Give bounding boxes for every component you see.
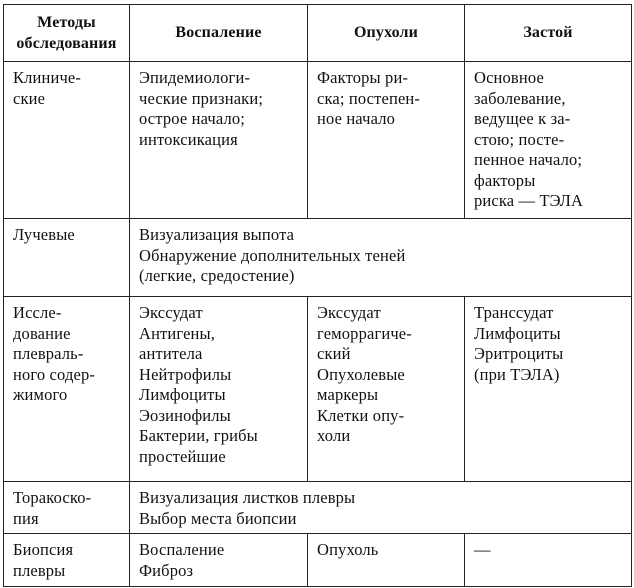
cell-congestion: Основное заболевание, ведущее к за- стою; посте- пенное начало; факторы риска — ТЭЛА	[465, 62, 632, 219]
cell-method: Биопсия плевры	[4, 534, 130, 587]
cell-inflammation: Экссудат Антигены, антитела Нейтрофилы Лимфоциты Эозинофилы Бактерии, грибы простейшие	[130, 297, 308, 482]
cell-merged-findings: Визуализация листков плевры Выбор места биопсии	[130, 482, 632, 534]
table-row-radiological	[4, 219, 632, 297]
header-tumors: Опухоли	[308, 5, 465, 62]
header-congestion: Застой	[465, 5, 632, 62]
table-row-thoracoscopy	[4, 482, 632, 534]
table-row-pleural-content	[4, 297, 632, 482]
cell-method: Клиниче- ские	[4, 62, 130, 219]
cell-merged-findings: Визуализация выпота Обнаружение дополнительных теней (легкие, средостение)	[130, 219, 632, 297]
cell-tumors: Экссудат геморрагиче- ский Опухолевые маркеры Клетки опу- холи	[308, 297, 465, 482]
cell-method: Иссле- дование плевраль- ного содер- жимого	[4, 297, 130, 482]
cell-congestion: —	[465, 534, 632, 587]
cell-inflammation: Эпидемиологи- ческие признаки; острое начало; интоксикация	[130, 62, 308, 219]
cell-method: Торакоско- пия	[4, 482, 130, 534]
cell-method: Лучевые	[4, 219, 130, 297]
header-row	[4, 5, 632, 62]
table-row-pleural-biopsy	[4, 534, 632, 587]
cell-tumors: Опухоль	[308, 534, 465, 587]
cell-congestion: Транссудат Лимфоциты Эритроциты (при ТЭЛА)	[465, 297, 632, 482]
header-inflammation: Воспаление	[130, 5, 308, 62]
cell-tumors: Факторы ри- ска; постепен- ное начало	[308, 62, 465, 219]
table-row-clinical	[4, 62, 632, 219]
header-methods: Методы обследования	[4, 5, 130, 62]
cell-inflammation: Воспаление Фиброз	[130, 534, 308, 587]
diagnostic-methods-table	[3, 4, 632, 587]
